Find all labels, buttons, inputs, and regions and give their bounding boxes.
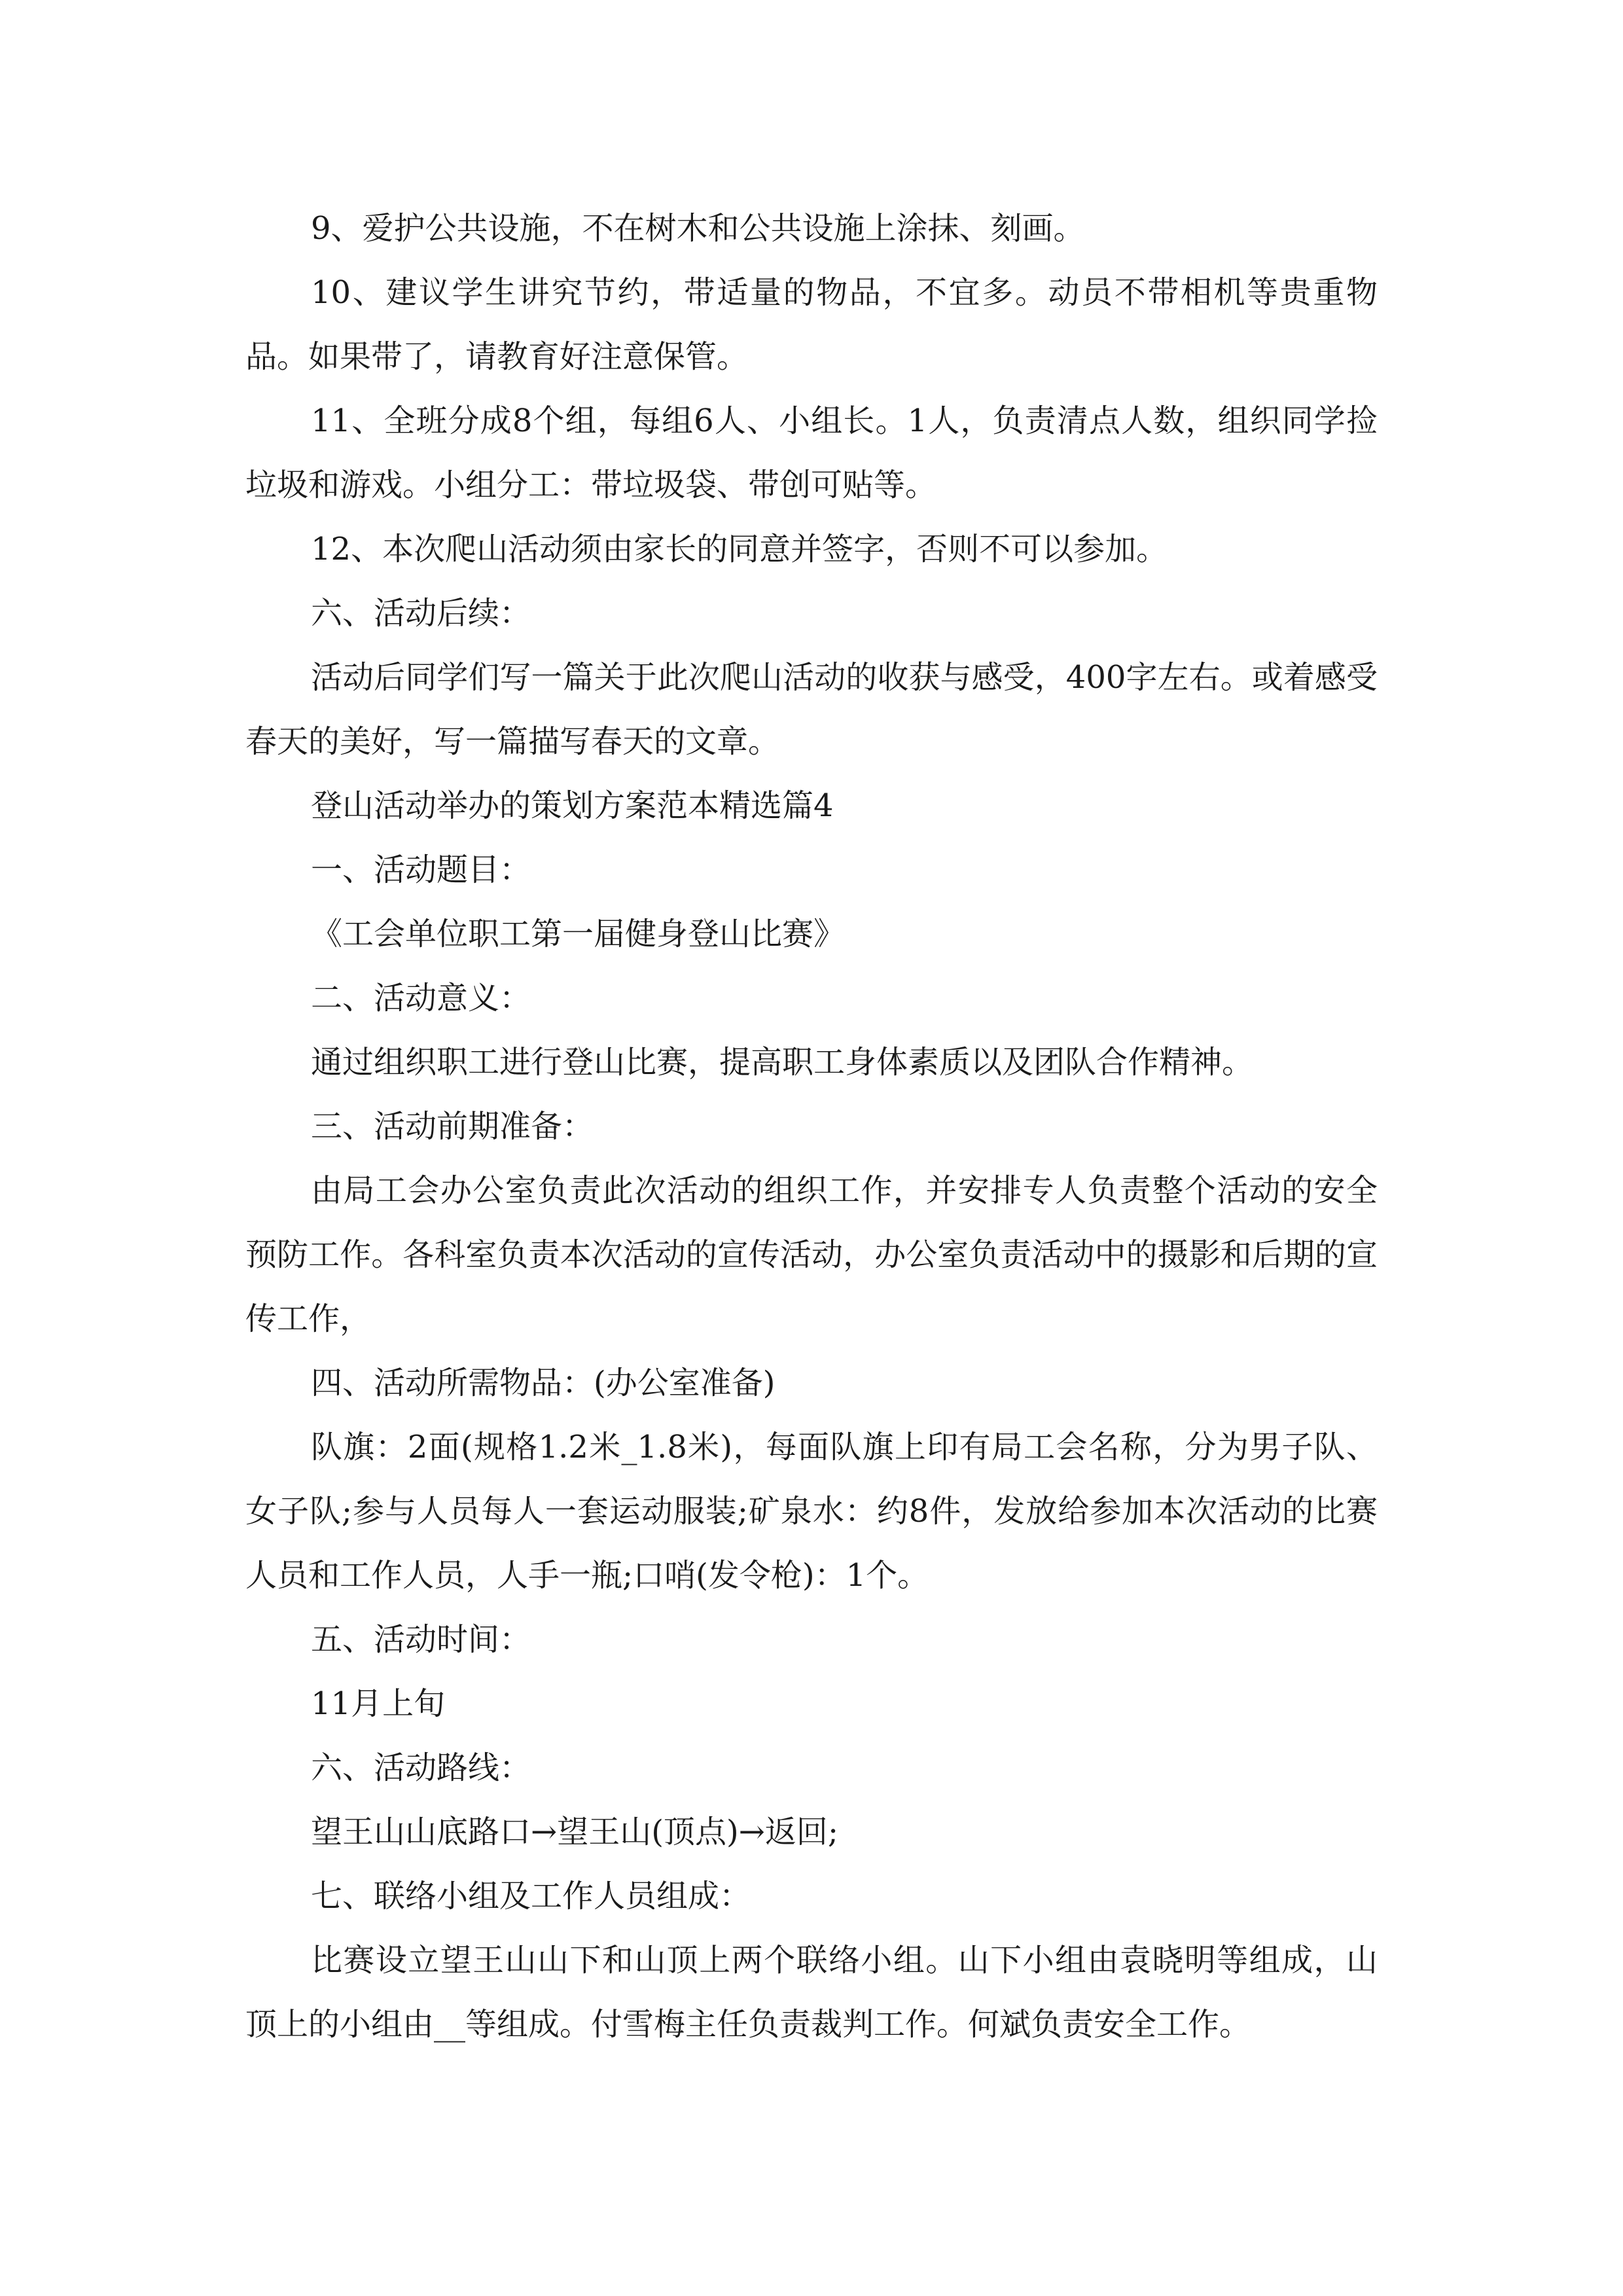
paragraph-significance: 通过组织职工进行登山比赛，提高职工身体素质以及团队合作精神。 bbox=[311, 1044, 1254, 1081]
section-heading-significance: 二、活动意义： bbox=[311, 980, 531, 1016]
section-heading-follow-up: 六、活动后续： bbox=[311, 595, 531, 632]
section-heading-supplies: 四、活动所需物品：(办公室准备) bbox=[311, 1365, 776, 1401]
section-heading-staff: 七、联络小组及工作人员组成： bbox=[311, 1878, 751, 1914]
article-title: 登山活动举办的策划方案范本精选篇4 bbox=[311, 787, 834, 824]
paragraph-time: 11月上旬 bbox=[311, 1685, 446, 1722]
paragraph-topic: 《工会单位职工第一届健身登山比赛》 bbox=[311, 916, 846, 952]
section-heading-preparation: 三、活动前期准备： bbox=[311, 1108, 594, 1145]
section-heading-time: 五、活动时间： bbox=[311, 1621, 531, 1658]
paragraph-staff: 比赛设立望王山山下和山顶上两个联络小组。山下小组由袁晓明等组成，山顶上的小组由__等组成。付雪梅主任负责裁判工作。何斌负责安全工作。 bbox=[245, 1942, 1378, 2043]
paragraph-rule-11: 11、全班分成8个组，每组6人、小组长。1人，负责清点人数，组织同学捡垃圾和游戏。小组分工：带垃圾袋、带创可贴等。 bbox=[245, 403, 1378, 503]
paragraph-preparation: 由局工会办公室负责此次活动的组织工作，并安排专人负责整个活动的安全预防工作。各科室负责本次活动的宣传活动，办公室负责活动中的摄影和后期的宣传工作， bbox=[245, 1172, 1378, 1337]
paragraph-route: 望王山山底路口→望王山(顶点)→返回; bbox=[311, 1814, 839, 1850]
paragraph-rule-9: 9、爱护公共设施，不在树木和公共设施上涂抹、刻画。 bbox=[311, 210, 1085, 247]
paragraph-follow-up: 活动后同学们写一篇关于此次爬山活动的收获与感受，400字左右。或着感受春天的美好，写一篇描写春天的文章。 bbox=[245, 659, 1378, 760]
paragraph-rule-12: 12、本次爬山活动须由家长的同意并签字，否则不可以参加。 bbox=[311, 531, 1168, 567]
paragraph-supplies: 队旗：2面(规格1.2米_1.8米)，每面队旗上印有局工会名称，分为男子队、女子队;参与人员每人一套运动服装;矿泉水：约8件，发放给参加本次活动的比赛人员和工作人员，人手一瓶;口哨(发令枪)：1个。 bbox=[245, 1429, 1378, 1594]
section-heading-topic: 一、活动题目： bbox=[311, 852, 531, 888]
paragraph-rule-10: 10、建议学生讲究节约，带适量的物品，不宜多。动员不带相机等贵重物品。如果带了，请教育好注意保管。 bbox=[245, 274, 1378, 375]
section-heading-route: 六、活动路线： bbox=[311, 1749, 531, 1786]
document-body bbox=[245, 196, 1378, 2056]
